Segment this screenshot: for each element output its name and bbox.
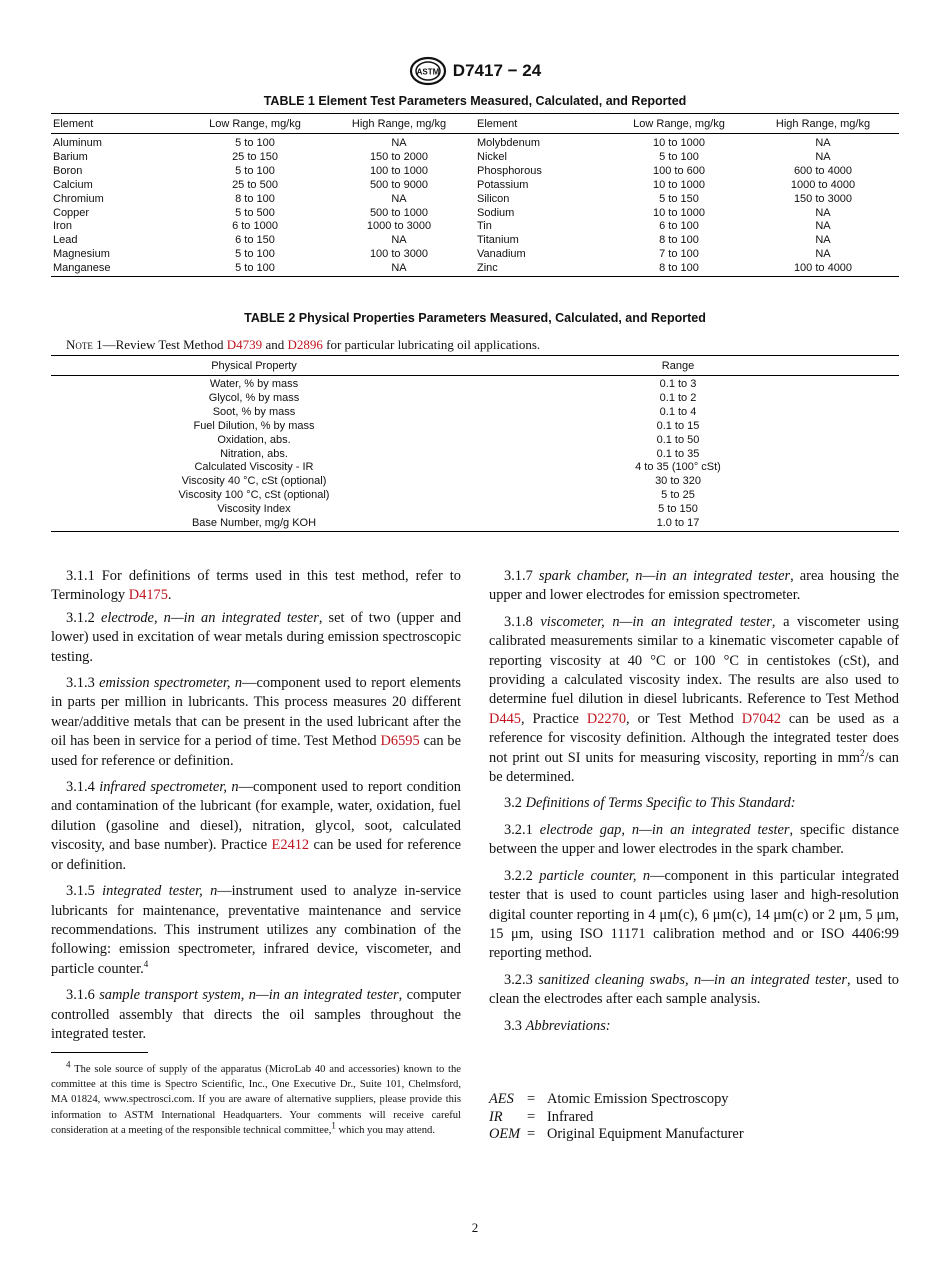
table-cell: Calculated Viscosity - IR (194, 461, 314, 474)
link-d4739[interactable]: D4739 (226, 337, 263, 352)
abbreviation-key: OEM (489, 1126, 521, 1142)
table-cell: 25 to 150 (232, 150, 278, 163)
table2-title: TABLE 2 Physical Properties Parameters Measured, Calculated, and Reported (244, 311, 706, 325)
table-cell: 0.1 to 15 (656, 419, 700, 432)
table-cell: 5 to 150 (658, 503, 698, 516)
table-row (51, 406, 899, 420)
table-cell: Soot, % by mass (212, 405, 296, 418)
footnote-4: $^4$ The sole source of supply of the apparatus (MicroLab 40 and accessories) known to the committee at this time is Spectro Scientific, Inc., One Executive Dr., Suite 101, Chelmsford, MA 01824, www.spectrosci.com. If you are aware of alternative suppliers, please provide this information to ASTM International Headquarters. Your comments will receive careful consideration at a meeting of the responsible technical committee,$^1$ which you may attend. (51, 1059, 461, 1136)
section-3-1-7: 3.1.7 spark chamber, n—in an integrated tester, area housing the upper and lower electrodes for emission spectrometer. (489, 568, 899, 604)
section-3-1-1: 3.1.1 For definitions of terms used in this test method, refer to Terminology D4175. (51, 568, 461, 604)
table-cell: 5 to 100 (659, 150, 699, 163)
table-cell: NA (815, 150, 831, 163)
note-text: and (262, 337, 288, 352)
table-cell: 500 to 9000 (369, 178, 429, 191)
table-cell: Barium (53, 150, 88, 163)
table1-title: TABLE 1 Element Test Parameters Measured, Calculated, and Reported (263, 94, 687, 108)
table-cell: 6 to 1000 (232, 220, 278, 233)
column-header: Element (51, 114, 187, 134)
table-cell: Molybdenum (477, 137, 540, 149)
column-header: Range (457, 356, 899, 376)
table-cell: Tin (477, 220, 492, 233)
table-cell: 0.1 to 35 (656, 447, 700, 460)
right-column (489, 567, 899, 1039)
table-cell: Titanium (477, 234, 519, 247)
table-cell: 5 to 500 (235, 206, 275, 219)
table-row (51, 134, 899, 151)
section-3-3: 3.3 Abbreviations: (504, 1017, 611, 1034)
table-cell: Iron (53, 220, 72, 233)
table-row (51, 234, 899, 248)
section-3-1-3: 3.1.3 emission spectrometer, n—component used to report elements in parts per million in lubricants. This process measures 20 different wear/additive metals that can be present in the used lubricant after the oil has been in service for a period of time. Test Method D6595 can be used for reference or definition. (51, 675, 461, 769)
table-row (51, 193, 899, 207)
table-row (51, 220, 899, 234)
column-header: High Range, mg/kg (323, 114, 475, 134)
table-cell: 1000 to 3000 (366, 220, 432, 233)
table-cell: 5 to 100 (235, 262, 275, 275)
table-row (51, 489, 899, 503)
link-d2896[interactable]: D2896 (287, 337, 323, 352)
abbreviations-list (489, 1091, 744, 1144)
table-cell: NA (391, 137, 407, 149)
table-cell: 0.1 to 50 (656, 433, 700, 446)
abbreviation-equals: = (527, 1126, 536, 1142)
table-row (51, 207, 899, 221)
table-cell: 30 to 320 (655, 475, 701, 488)
table-cell: 8 to 100 (659, 262, 699, 275)
page-header (0, 56, 950, 91)
table-cell: Fuel Dilution, % by mass (193, 419, 315, 432)
link-d7042[interactable]: D7042 (741, 710, 781, 727)
table-cell: Viscosity Index (217, 503, 291, 516)
table-cell: 7 to 100 (659, 248, 699, 261)
table-cell: Vanadium (477, 248, 526, 261)
section-3-1-5: 3.1.5 integrated tester, n—instrument used to analyze in-service lubricants for maintenance, preventative maintenance and service recommendations. This instrument utilizes any combination of the following: emission spectrometer, infrared device, viscometer, and particle counter.$^4$ (51, 883, 461, 977)
table-cell: Copper (53, 206, 90, 219)
table-cell: 8 to 100 (659, 234, 699, 247)
table-cell: 0.1 to 4 (659, 405, 697, 418)
abbreviation-equals: = (527, 1108, 536, 1125)
table-row (51, 179, 899, 193)
abbreviation-key: IR (489, 1108, 503, 1125)
table-cell: 600 to 4000 (793, 164, 853, 177)
table-cell: Manganese (53, 262, 111, 275)
page-number: 2 (471, 1220, 479, 1235)
abbreviation-equals: = (527, 1091, 536, 1107)
table-row (51, 248, 899, 262)
table-cell: 0.1 to 3 (659, 378, 697, 390)
astm-logo-icon (409, 56, 447, 86)
table-row (51, 503, 899, 517)
abbreviation-row (489, 1091, 744, 1109)
abbreviation-row (489, 1109, 744, 1127)
table-cell: 8 to 100 (235, 192, 275, 205)
table-cell: NA (815, 248, 831, 261)
table-cell: Calcium (53, 178, 93, 191)
table-row (51, 517, 899, 531)
logo-text: ASTM (416, 67, 440, 77)
table-cell: 100 to 1000 (369, 164, 429, 177)
abbreviation-row (489, 1126, 744, 1144)
footnote-divider (51, 1052, 148, 1053)
table-cell: NA (815, 137, 831, 149)
table-cell: 100 to 600 (653, 164, 705, 177)
table-row (51, 392, 899, 406)
table-cell: Sodium (477, 206, 515, 219)
section-3-1-8: 3.1.8 viscometer, n—in an integrated tester, a viscometer using calibrated measurements similar to a kinematic viscometer capable of reporting viscosity at 40 °C or 100 °C in centistokes (cSt), and providing a calculated viscosity index. The results are also used to determine fuel dilution in diesel lubricants. Reference to Test Method D445, Practice D2270, or Test Method D7042 can be used as a reference for viscosity definition. Although the integrated tester does not print out SI units for measuring viscosity, reporting in $mm^2/s$ can be determined. (489, 613, 899, 786)
column-header: Element (475, 114, 611, 134)
section-3-1-6: 3.1.6 sample transport system, n—in an integrated tester, computer controlled assembly that directs the oil samples throughout the integrated tester. (51, 987, 461, 1042)
table-cell: Lead (53, 234, 78, 247)
link-e2412[interactable]: E2412 (271, 837, 310, 854)
table-cell: 10 to 1000 (653, 206, 705, 219)
table-cell: Viscosity 40 °C, cSt (optional) (181, 475, 327, 488)
table-cell: Zinc (477, 262, 498, 275)
section-3-2-1: 3.2.1 electrode gap, n—in an integrated tester, specific distance between the upper and lower electrodes in the spark chamber. (489, 821, 899, 858)
table-cell: NA (391, 192, 407, 205)
note-number: 1 (96, 337, 103, 352)
table-cell: Nickel (477, 150, 507, 163)
table-cell: Magnesium (53, 248, 110, 261)
table-row (51, 461, 899, 475)
table-cell: 1.0 to 17 (656, 517, 700, 530)
table-cell: Viscosity 100 °C, cSt (optional) (178, 489, 330, 502)
link-d6595[interactable]: D6595 (380, 733, 420, 750)
table-cell: 100 to 4000 (793, 262, 853, 275)
table-cell: NA (391, 262, 407, 275)
table-cell: Base Number, mg/g KOH (191, 517, 317, 530)
note-label: Note (66, 337, 93, 352)
table-cell: 10 to 1000 (653, 137, 705, 149)
abbreviation-value: Atomic Emission Spectroscopy (547, 1091, 729, 1107)
table-cell: 500 to 1000 (369, 206, 429, 219)
table-cell: 10 to 1000 (653, 178, 705, 191)
table-cell: 5 to 150 (659, 192, 699, 205)
table-cell: 150 to 2000 (369, 150, 429, 163)
table-cell: Glycol, % by mass (208, 391, 300, 404)
section-3-2-2: 3.2.2 particle counter, n—component in this particular integrated tester that is used to count particles using laser and high-resolution digital counter reporting in 4 μm(c), 6 μm(c), 14 μm(c) or 2 μm, 5 μm, 15 μm, using ISO 11171 calibration method and or ISO 4406:99 reporting method. (489, 867, 899, 962)
table-cell: 5 to 100 (235, 164, 275, 177)
table-row (51, 165, 899, 179)
table-cell: NA (391, 234, 407, 247)
column-header: Physical Property (51, 356, 457, 376)
section-3-2: 3.2 Definitions of Terms Specific to This Standard: (504, 795, 796, 812)
table-cell: Phosphorous (477, 164, 542, 177)
link-d2270[interactable]: D2270 (586, 710, 627, 727)
table-row (51, 376, 899, 392)
physical-properties-table (51, 355, 899, 532)
table-cell: 150 to 3000 (793, 192, 853, 205)
table-cell: 6 to 150 (235, 234, 275, 247)
table-cell: Oxidation, abs. (217, 433, 291, 446)
column-header: High Range, mg/kg (747, 114, 899, 134)
table-cell: Boron (53, 164, 83, 177)
section-3-2-3: 3.2.3 sanitized cleaning swabs, n—in an integrated tester, used to clean the electrodes after each sample analysis. (489, 971, 899, 1008)
table-row (51, 475, 899, 489)
table-cell: NA (815, 220, 831, 233)
section-3-1-2: 3.1.2 electrode, n—in an integrated tester, set of two (upper and lower) used in excitation of wear metals during emission spectroscopic testing. (51, 609, 462, 665)
table-note (66, 337, 540, 353)
table-cell: 1000 to 4000 (790, 178, 856, 191)
table-cell: 4 to 35 (100° cSt) (635, 461, 721, 474)
table-row (51, 434, 899, 448)
table-cell: 5 to 100 (235, 248, 275, 261)
table-cell: NA (815, 206, 831, 219)
table-cell: Aluminum (53, 137, 102, 149)
table-row (51, 262, 899, 276)
table-cell: Silicon (477, 192, 510, 205)
table-cell: NA (815, 234, 831, 247)
table-cell: Potassium (477, 178, 529, 191)
link-d445[interactable]: D445 (489, 710, 521, 727)
abbreviation-value: Original Equipment Manufacturer (547, 1126, 744, 1142)
column-header: Low Range, mg/kg (187, 114, 323, 134)
section-3-1-4: 3.1.4 infrared spectrometer, n—component used to report condition and contamination of the lubricant (for example, water, oxidation, fuel dilution (gasoline and diesel), nitration, glycol, soot, calculated viscosity, and base number). Practice E2412 can be used for reference or definition. (51, 779, 461, 873)
link-d4175[interactable]: D4175 (128, 587, 168, 604)
abbreviation-key: AES (489, 1091, 514, 1107)
note-text: for particular lubricating oil applications. (322, 337, 541, 352)
table-row (51, 420, 899, 434)
element-parameters-table (51, 113, 899, 277)
table-cell: 25 to 500 (232, 178, 278, 191)
left-column (51, 567, 461, 1047)
column-header: Low Range, mg/kg (611, 114, 747, 134)
note-text: —Review Test Method (102, 337, 227, 352)
table-row (51, 151, 899, 165)
table-cell: 6 to 100 (659, 220, 699, 233)
table-cell: 0.1 to 2 (659, 391, 697, 404)
table-row (51, 448, 899, 462)
table-cell: Water, % by mass (209, 378, 299, 390)
table-cell: 100 to 3000 (369, 248, 429, 261)
document-id: D7417 − 24 (452, 61, 542, 80)
table-cell: 5 to 100 (235, 137, 275, 149)
footnote-ref-4[interactable]: 4 (143, 958, 149, 969)
table-cell: 5 to 25 (661, 489, 695, 502)
table-cell: Chromium (53, 192, 104, 205)
abbreviation-value: Infrared (547, 1108, 594, 1125)
table-cell: Nitration, abs. (220, 447, 288, 460)
